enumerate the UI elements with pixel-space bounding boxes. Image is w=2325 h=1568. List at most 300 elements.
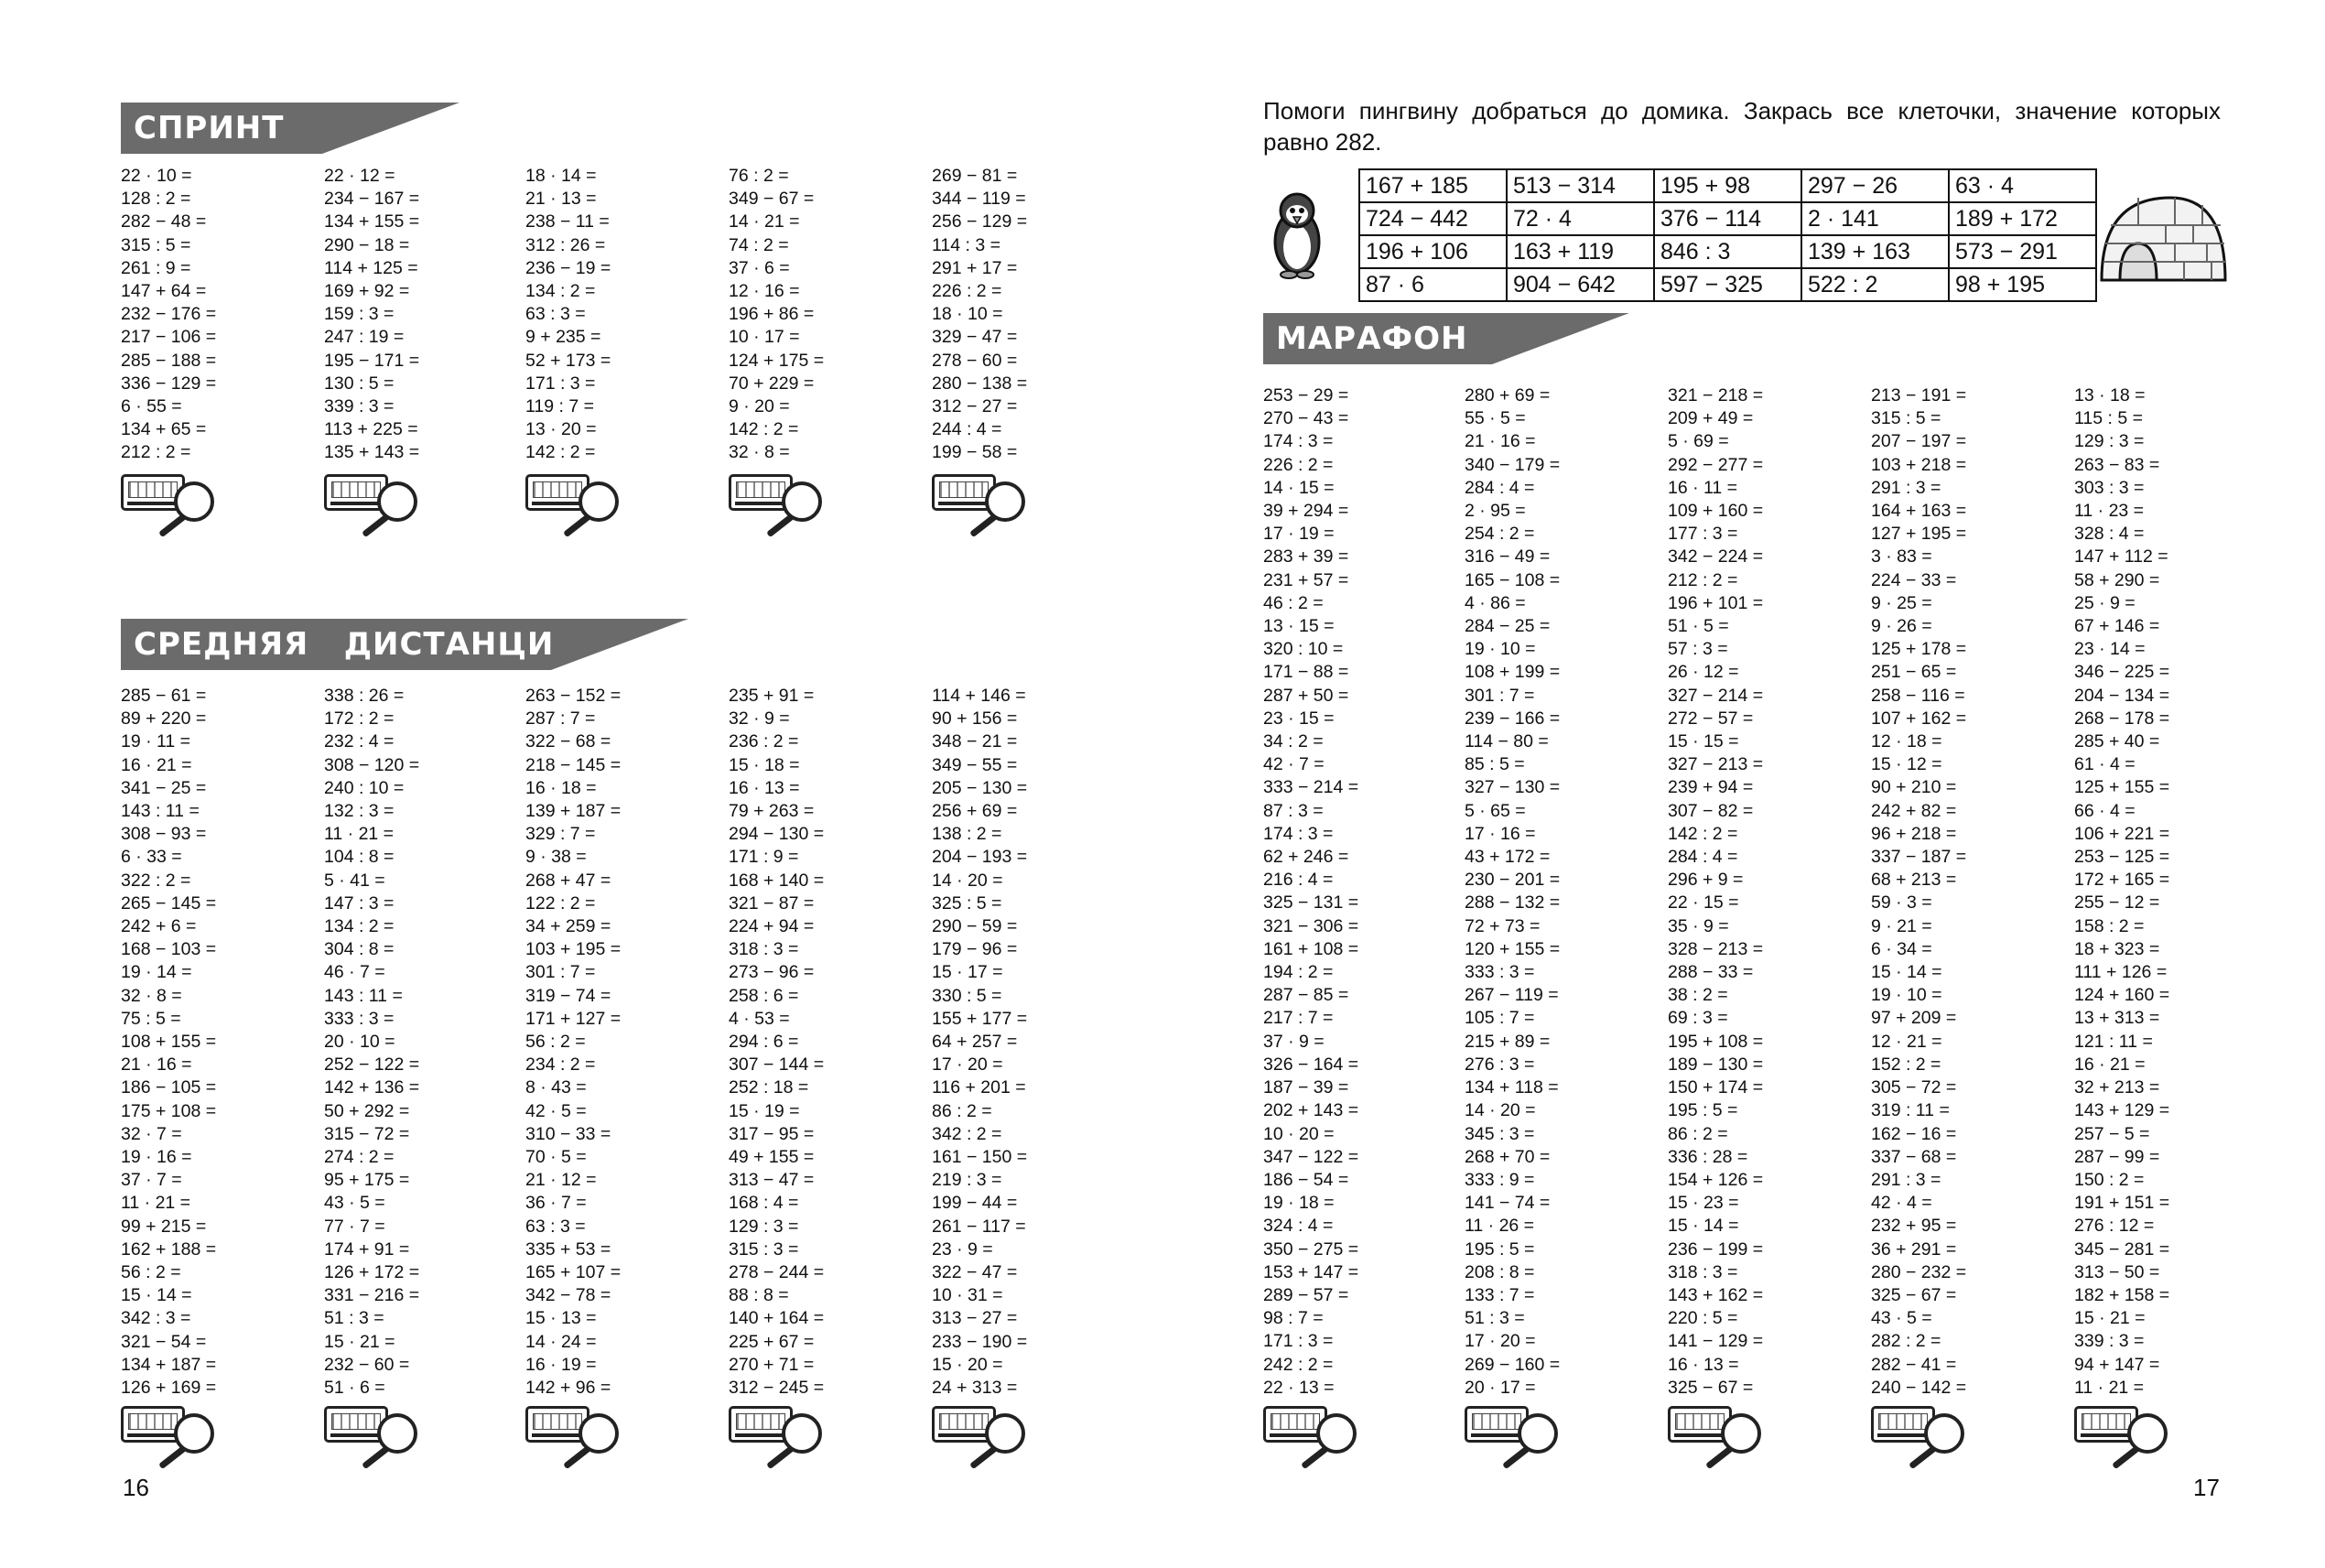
exercise: 120 + 155 = bbox=[1465, 938, 1561, 959]
exercise: 8 · 43 = bbox=[525, 1077, 587, 1098]
exercise: 202 + 143 = bbox=[1263, 1100, 1359, 1121]
exercise: 58 + 290 = bbox=[2074, 569, 2160, 590]
exercise: 109 + 160 = bbox=[1668, 501, 1764, 522]
exercise: 212 : 2 = bbox=[121, 442, 191, 463]
exercise: 344 − 119 = bbox=[932, 189, 1026, 210]
maze-cell[interactable]: 72 · 4 bbox=[1507, 202, 1654, 235]
exercise: 32 · 8 = bbox=[729, 442, 790, 463]
exercise: 94 + 147 = bbox=[2074, 1354, 2160, 1375]
exercise: 174 + 91 = bbox=[324, 1238, 410, 1260]
maze-cell[interactable]: 597 − 325 bbox=[1654, 268, 1801, 301]
exercise: 142 + 136 = bbox=[324, 1077, 420, 1098]
exercise: 204 − 134 = bbox=[2074, 685, 2170, 706]
exercise: 133 : 7 = bbox=[1465, 1284, 1535, 1305]
maze-cell[interactable]: 513 − 314 bbox=[1507, 169, 1654, 202]
exercise: 285 + 40 = bbox=[2074, 731, 2160, 752]
exercise: 331 − 216 = bbox=[324, 1285, 420, 1306]
exercise: 18 · 10 = bbox=[932, 304, 1003, 325]
exercise: 127 + 195 = bbox=[1871, 524, 1967, 545]
exercise: 98 : 7 = bbox=[1263, 1308, 1324, 1329]
exercise: 187 − 39 = bbox=[1263, 1077, 1349, 1098]
exercise: 12 · 18 = bbox=[1871, 731, 1942, 752]
exercise: 308 − 120 = bbox=[324, 754, 420, 775]
exercise: 325 − 67 = bbox=[1668, 1377, 1754, 1398]
exercise: 174 : 3 = bbox=[1263, 431, 1334, 452]
exercise: 59 · 3 = bbox=[1871, 892, 1932, 914]
exercise: 134 + 65 = bbox=[121, 419, 207, 440]
exercise: 232 − 176 = bbox=[121, 304, 217, 325]
exercise: 234 : 2 = bbox=[525, 1054, 596, 1076]
exercise: 154 + 126 = bbox=[1668, 1169, 1764, 1190]
exercise: 270 + 71 = bbox=[729, 1354, 815, 1375]
exercise: 339 : 3 = bbox=[2074, 1331, 2145, 1352]
exercise: 346 − 225 = bbox=[2074, 662, 2170, 683]
exercise: 258 : 6 = bbox=[729, 985, 799, 1006]
exercise: 15 · 21 = bbox=[2074, 1308, 2146, 1329]
calculator-check-icon bbox=[932, 1400, 1051, 1459]
exercise: 89 + 220 = bbox=[121, 708, 207, 730]
calculator-check-icon bbox=[1465, 1400, 1584, 1459]
exercise: 79 + 263 = bbox=[729, 801, 815, 822]
exercise: 108 + 199 = bbox=[1465, 662, 1561, 683]
exercise: 291 : 3 = bbox=[1871, 477, 1941, 498]
exercise: 231 + 57 = bbox=[1263, 569, 1349, 590]
exercise: 296 + 9 = bbox=[1668, 870, 1744, 891]
exercise: 43 · 5 = bbox=[324, 1193, 385, 1214]
exercise: 6 · 34 = bbox=[1871, 938, 1932, 959]
exercise: 327 − 130 = bbox=[1465, 777, 1561, 798]
exercise: 339 : 3 = bbox=[324, 396, 395, 417]
exercise: 14 · 20 = bbox=[1465, 1100, 1536, 1121]
exercise: 86 : 2 = bbox=[932, 1100, 992, 1121]
exercise: 132 : 3 = bbox=[324, 801, 395, 822]
exercise: 347 − 122 = bbox=[1263, 1146, 1359, 1167]
exercise: 21 · 16 = bbox=[1465, 431, 1536, 452]
exercise: 16 · 11 = bbox=[1668, 477, 1738, 498]
exercise: 6 · 33 = bbox=[121, 847, 182, 868]
exercise: 242 + 82 = bbox=[1871, 800, 1957, 821]
exercise: 290 − 18 = bbox=[324, 234, 410, 255]
exercise: 14 · 15 = bbox=[1263, 477, 1335, 498]
exercise: 42 · 4 = bbox=[1871, 1193, 1932, 1214]
exercise: 287 − 85 = bbox=[1263, 985, 1349, 1006]
exercise: 37 · 7 = bbox=[121, 1170, 182, 1191]
exercise: 287 : 7 = bbox=[525, 708, 596, 730]
maze-cell[interactable]: 196 + 106 bbox=[1359, 235, 1507, 268]
exercise: 290 − 59 = bbox=[932, 916, 1018, 937]
exercise: 23 · 9 = bbox=[932, 1238, 993, 1260]
maze-row bbox=[1359, 235, 2096, 268]
exercise: 328 − 213 = bbox=[1668, 938, 1764, 959]
exercise: 236 − 199 = bbox=[1668, 1238, 1764, 1260]
exercise: 325 − 131 = bbox=[1263, 892, 1359, 914]
exercise: 267 − 119 = bbox=[1465, 985, 1559, 1006]
exercise: 141 − 74 = bbox=[1465, 1193, 1551, 1214]
exercise: 134 + 187 = bbox=[121, 1354, 217, 1375]
exercise: 51 · 5 = bbox=[1668, 616, 1729, 637]
exercise: 321 − 54 = bbox=[121, 1331, 207, 1352]
middle-distance-column-2 bbox=[324, 685, 419, 1400]
exercise: 291 : 3 = bbox=[1871, 1169, 1941, 1190]
exercise: 15 · 23 = bbox=[1668, 1193, 1739, 1214]
exercise: 172 + 165 = bbox=[2074, 870, 2170, 891]
maze-cell[interactable]: 98 + 195 bbox=[1949, 268, 2096, 301]
maze-cell[interactable]: 63 · 4 bbox=[1949, 169, 2096, 202]
calculator-check-icon bbox=[121, 1400, 240, 1459]
exercise: 12 · 21 = bbox=[1871, 1031, 1942, 1052]
exercise: 213 − 191 = bbox=[1871, 385, 1967, 406]
sprint-column-5 bbox=[932, 165, 1027, 465]
exercise: 336 : 28 = bbox=[1668, 1146, 1748, 1167]
exercise: 305 − 72 = bbox=[1871, 1077, 1957, 1098]
exercise: 134 : 2 = bbox=[324, 916, 395, 937]
maze-cell[interactable]: 163 + 119 bbox=[1507, 235, 1654, 268]
exercise: 269 − 81 = bbox=[932, 166, 1018, 186]
exercise: 313 − 47 = bbox=[729, 1170, 815, 1191]
exercise: 208 : 8 = bbox=[1465, 1261, 1535, 1282]
exercise: 276 : 3 = bbox=[1465, 1054, 1535, 1075]
exercise: 20 · 17 = bbox=[1465, 1377, 1536, 1398]
exercise: 90 + 156 = bbox=[932, 708, 1018, 730]
exercise: 169 + 92 = bbox=[324, 281, 410, 302]
exercise: 114 + 125 = bbox=[324, 257, 418, 278]
exercise: 11 · 21 = bbox=[2074, 1377, 2145, 1398]
exercise: 171 − 88 = bbox=[1263, 662, 1349, 683]
maze-cell[interactable]: 724 − 442 bbox=[1359, 202, 1507, 235]
exercise: 329 : 7 = bbox=[525, 824, 596, 845]
exercise: 135 + 143 = bbox=[324, 442, 420, 463]
exercise: 195 : 5 = bbox=[1668, 1100, 1738, 1121]
exercise: 252 : 18 = bbox=[729, 1077, 809, 1098]
maze-cell[interactable]: 87 · 6 bbox=[1359, 268, 1507, 301]
exercise: 37 · 9 = bbox=[1263, 1031, 1325, 1052]
exercise: 105 : 7 = bbox=[1465, 1008, 1535, 1029]
exercise: 330 : 5 = bbox=[932, 985, 1002, 1006]
exercise: 312 − 245 = bbox=[729, 1378, 825, 1399]
exercise: 230 − 201 = bbox=[1465, 870, 1561, 891]
exercise: 256 + 69 = bbox=[932, 801, 1018, 822]
calculator-check-icon bbox=[2074, 1400, 2193, 1459]
maze-row bbox=[1359, 268, 2096, 301]
sprint-column-1 bbox=[121, 165, 216, 465]
exercise: 225 + 67 = bbox=[729, 1331, 815, 1352]
exercise: 15 · 15 = bbox=[1668, 731, 1739, 752]
exercise: 143 : 11 = bbox=[324, 985, 403, 1006]
exercise: 126 + 172 = bbox=[324, 1262, 420, 1283]
exercise: 265 − 145 = bbox=[121, 892, 217, 914]
exercise: 9 · 38 = bbox=[525, 847, 587, 868]
exercise: 341 − 25 = bbox=[121, 777, 207, 798]
middle-distance-column-5 bbox=[932, 685, 1027, 1400]
exercise: 165 + 107 = bbox=[525, 1262, 622, 1283]
exercise: 70 · 5 = bbox=[525, 1147, 587, 1168]
exercise: 142 : 2 = bbox=[1668, 823, 1738, 844]
exercise: 56 : 2 = bbox=[525, 1032, 586, 1053]
maze-cell[interactable]: 167 + 185 bbox=[1359, 169, 1507, 202]
exercise: 321 − 306 = bbox=[1263, 915, 1359, 936]
exercise: 46 : 2 = bbox=[1263, 592, 1324, 613]
exercise: 18 + 323 = bbox=[2074, 938, 2160, 959]
exercise: 325 − 67 = bbox=[1871, 1284, 1957, 1305]
exercise: 232 : 4 = bbox=[324, 731, 395, 752]
exercise: 273 − 96 = bbox=[729, 962, 815, 983]
maze-row bbox=[1359, 202, 2096, 235]
exercise: 205 − 130 = bbox=[932, 777, 1028, 798]
exercise: 219 : 3 = bbox=[932, 1170, 1002, 1191]
exercise: 88 : 8 = bbox=[729, 1285, 789, 1306]
maze-cell[interactable]: 195 + 98 bbox=[1654, 169, 1801, 202]
exercise: 287 + 50 = bbox=[1263, 685, 1349, 706]
exercise: 13 · 15 = bbox=[1263, 616, 1335, 637]
exercise: 57 : 3 = bbox=[1668, 639, 1728, 660]
sprint-column-2 bbox=[324, 165, 419, 465]
exercise: 312 : 26 = bbox=[525, 234, 606, 255]
exercise: 233 − 190 = bbox=[932, 1331, 1028, 1352]
calculator-check-icon bbox=[324, 469, 443, 527]
exercise: 310 − 33 = bbox=[525, 1123, 611, 1144]
exercise: 315 : 5 = bbox=[121, 234, 191, 255]
exercise: 218 − 145 = bbox=[525, 754, 622, 775]
exercise: 4 · 86 = bbox=[1465, 592, 1526, 613]
exercise: 34 : 2 = bbox=[1263, 731, 1324, 752]
exercise: 16 · 21 = bbox=[2074, 1054, 2146, 1075]
exercise: 9 + 235 = bbox=[525, 327, 601, 348]
exercise: 22 · 10 = bbox=[121, 166, 192, 186]
exercise: 252 − 122 = bbox=[324, 1054, 420, 1076]
exercise: 67 + 146 = bbox=[2074, 616, 2160, 637]
exercise: 224 + 94 = bbox=[729, 916, 815, 937]
exercise: 194 : 2 = bbox=[1263, 962, 1334, 983]
exercise: 321 − 218 = bbox=[1668, 385, 1764, 406]
exercise: 236 : 2 = bbox=[729, 731, 799, 752]
exercise: 52 + 173 = bbox=[525, 350, 611, 371]
exercise: 111 + 126 = bbox=[2074, 962, 2168, 983]
exercise: 282 : 2 = bbox=[1871, 1331, 1941, 1352]
exercise: 235 + 91 = bbox=[729, 686, 815, 706]
exercise: 15 · 13 = bbox=[525, 1308, 597, 1329]
exercise: 113 + 225 = bbox=[324, 419, 418, 440]
exercise: 142 + 96 = bbox=[525, 1378, 611, 1399]
exercise: 312 − 27 = bbox=[932, 396, 1018, 417]
marathon-column-2 bbox=[1465, 384, 1560, 1400]
maze-cell[interactable]: 297 − 26 bbox=[1801, 169, 1949, 202]
exercise: 280 − 232 = bbox=[1871, 1261, 1967, 1282]
exercise: 186 − 54 = bbox=[1263, 1169, 1349, 1190]
exercise: 276 : 12 = bbox=[2074, 1216, 2155, 1237]
exercise: 327 − 214 = bbox=[1668, 685, 1764, 706]
exercise: 261 : 9 = bbox=[121, 257, 191, 278]
exercise: 303 : 3 = bbox=[2074, 477, 2145, 498]
exercise: 70 + 229 = bbox=[729, 373, 815, 394]
exercise: 242 : 2 = bbox=[1263, 1354, 1334, 1375]
exercise: 9 · 25 = bbox=[1871, 592, 1932, 613]
exercise: 19 · 16 = bbox=[121, 1147, 192, 1168]
exercise: 253 − 125 = bbox=[2074, 847, 2170, 868]
exercise: 196 + 86 = bbox=[729, 304, 815, 325]
left-page bbox=[0, 0, 1162, 1568]
maze-cell[interactable]: 846 : 3 bbox=[1654, 235, 1801, 268]
exercise: 316 − 49 = bbox=[1465, 546, 1551, 568]
exercise: 350 − 275 = bbox=[1263, 1238, 1359, 1260]
exercise: 103 + 218 = bbox=[1871, 454, 1967, 475]
exercise: 254 : 2 = bbox=[1465, 524, 1535, 545]
sprint-title: СПРИНТ bbox=[121, 103, 322, 154]
exercise: 199 − 58 = bbox=[932, 442, 1018, 463]
calculator-check-icon bbox=[525, 1400, 644, 1459]
exercise: 134 : 2 = bbox=[525, 281, 596, 302]
sprint-column-4 bbox=[729, 165, 824, 465]
sprint-column-3 bbox=[525, 165, 611, 465]
exercise: 124 + 175 = bbox=[729, 350, 825, 371]
exercise: 333 : 3 = bbox=[324, 1008, 395, 1029]
exercise: 13 · 18 = bbox=[2074, 385, 2146, 406]
exercise: 19 · 10 = bbox=[1871, 985, 1942, 1006]
maze-cell[interactable]: 189 + 172 bbox=[1949, 202, 2096, 235]
exercise: 108 + 155 = bbox=[121, 1032, 217, 1053]
exercise: 19 · 14 = bbox=[121, 962, 192, 983]
exercise: 175 + 108 = bbox=[121, 1100, 217, 1121]
exercise: 327 − 213 = bbox=[1668, 754, 1764, 775]
exercise: 284 : 4 = bbox=[1668, 847, 1738, 868]
exercise: 119 : 7 = bbox=[525, 396, 594, 417]
maze-cell[interactable]: 139 + 163 bbox=[1801, 235, 1949, 268]
exercise: 320 : 10 = bbox=[1263, 639, 1344, 660]
exercise: 16 · 21 = bbox=[121, 754, 192, 775]
exercise: 162 + 188 = bbox=[121, 1238, 217, 1260]
exercise: 10 · 17 = bbox=[729, 327, 800, 348]
exercise: 280 − 138 = bbox=[932, 373, 1028, 394]
exercise: 325 : 5 = bbox=[932, 892, 1002, 914]
exercise: 335 + 53 = bbox=[525, 1238, 611, 1260]
exercise: 26 · 12 = bbox=[1668, 662, 1739, 683]
exercise: 15 · 20 = bbox=[932, 1354, 1003, 1375]
exercise: 153 + 147 = bbox=[1263, 1261, 1359, 1282]
exercise: 114 + 146 = bbox=[932, 686, 1026, 706]
exercise: 270 − 43 = bbox=[1263, 408, 1349, 429]
calculator-check-icon bbox=[324, 1400, 443, 1459]
exercise: 326 − 164 = bbox=[1263, 1054, 1359, 1075]
exercise: 182 + 158 = bbox=[2074, 1284, 2170, 1305]
exercise: 195 : 5 = bbox=[1465, 1238, 1535, 1260]
page-number-right: 17 bbox=[2193, 1474, 2220, 1501]
exercise: 174 : 3 = bbox=[1263, 823, 1334, 844]
exercise: 74 : 2 = bbox=[729, 234, 789, 255]
exercise: 63 : 3 = bbox=[525, 304, 586, 325]
exercise: 125 + 178 = bbox=[1871, 639, 1967, 660]
exercise: 236 − 19 = bbox=[525, 257, 611, 278]
exercise: 15 · 18 = bbox=[729, 754, 800, 775]
exercise: 25 · 9 = bbox=[2074, 592, 2136, 613]
marathon-title: МАРАФОН bbox=[1263, 313, 1492, 364]
exercise: 171 : 3 = bbox=[525, 373, 596, 394]
exercise: 5 · 41 = bbox=[324, 870, 385, 891]
exercise: 220 : 5 = bbox=[1668, 1308, 1738, 1329]
exercise: 134 + 155 = bbox=[324, 211, 420, 232]
exercise: 20 · 10 = bbox=[324, 1032, 395, 1053]
exercise: 38 : 2 = bbox=[1668, 985, 1728, 1006]
exercise: 171 : 9 = bbox=[729, 847, 799, 868]
maze-cell[interactable]: 376 − 114 bbox=[1654, 202, 1801, 235]
exercise: 158 : 2 = bbox=[2074, 915, 2145, 936]
marathon-column-5 bbox=[2074, 384, 2169, 1400]
exercise: 97 + 209 = bbox=[1871, 1008, 1957, 1029]
maze-cell[interactable]: 904 − 642 bbox=[1507, 268, 1654, 301]
exercise: 292 − 277 = bbox=[1668, 454, 1764, 475]
exercise: 282 − 41 = bbox=[1871, 1354, 1957, 1375]
exercise: 232 + 95 = bbox=[1871, 1216, 1957, 1237]
exercise: 13 · 20 = bbox=[525, 419, 597, 440]
exercise: 12 · 16 = bbox=[729, 281, 800, 302]
exercise: 121 : 11 = bbox=[2074, 1031, 2153, 1052]
exercise: 256 − 129 = bbox=[932, 211, 1028, 232]
exercise: 322 − 47 = bbox=[932, 1262, 1018, 1283]
exercise: 72 + 73 = bbox=[1465, 915, 1541, 936]
penguin-illustration bbox=[1265, 189, 1329, 280]
exercise: 43 · 5 = bbox=[1871, 1308, 1932, 1329]
exercise: 204 − 193 = bbox=[932, 847, 1028, 868]
exercise: 240 − 142 = bbox=[1871, 1377, 1967, 1398]
exercise: 49 + 155 = bbox=[729, 1147, 815, 1168]
exercise: 247 : 19 = bbox=[324, 327, 405, 348]
exercise: 238 − 11 = bbox=[525, 211, 610, 232]
exercise: 46 · 7 = bbox=[324, 962, 385, 983]
exercise: 22 · 13 = bbox=[1263, 1377, 1335, 1398]
exercise: 9 · 26 = bbox=[1871, 616, 1932, 637]
exercise: 224 − 33 = bbox=[1871, 569, 1957, 590]
exercise: 14 · 24 = bbox=[525, 1331, 597, 1352]
exercise: 104 : 8 = bbox=[324, 847, 395, 868]
exercise: 215 + 89 = bbox=[1465, 1031, 1551, 1052]
middle-distance-column-1 bbox=[121, 685, 216, 1400]
exercise: 291 + 17 = bbox=[932, 257, 1018, 278]
exercise: 150 : 2 = bbox=[2074, 1169, 2145, 1190]
exercise: 168 : 4 = bbox=[729, 1193, 799, 1214]
exercise: 268 + 47 = bbox=[525, 870, 611, 891]
maze-cell[interactable]: 522 : 2 bbox=[1801, 268, 1949, 301]
exercise: 288 − 33 = bbox=[1668, 962, 1754, 983]
exercise: 5 · 65 = bbox=[1465, 800, 1526, 821]
exercise: 32 + 213 = bbox=[2074, 1077, 2160, 1098]
igloo-illustration bbox=[2083, 189, 2230, 289]
exercise: 177 : 3 = bbox=[1668, 524, 1738, 545]
exercise: 280 + 69 = bbox=[1465, 385, 1551, 406]
exercise: 134 + 118 = bbox=[1465, 1077, 1559, 1098]
exercise: 336 − 129 = bbox=[121, 373, 217, 394]
exercise: 161 + 108 = bbox=[1263, 938, 1359, 959]
exercise: 34 + 259 = bbox=[525, 916, 611, 937]
exercise: 289 − 57 = bbox=[1263, 1284, 1349, 1305]
maze-cell[interactable]: 2 · 141 bbox=[1801, 202, 1949, 235]
exercise: 319 : 11 = bbox=[1871, 1100, 1950, 1121]
exercise: 171 + 127 = bbox=[525, 1008, 622, 1029]
exercise: 304 : 8 = bbox=[324, 939, 395, 960]
exercise: 284 − 25 = bbox=[1465, 616, 1551, 637]
exercise: 24 + 313 = bbox=[932, 1378, 1018, 1399]
exercise: 318 : 3 = bbox=[1668, 1261, 1738, 1282]
exercise: 68 + 213 = bbox=[1871, 870, 1957, 891]
exercise: 319 − 74 = bbox=[525, 985, 611, 1006]
exercise: 42 · 5 = bbox=[525, 1100, 587, 1121]
exercise: 99 + 215 = bbox=[121, 1216, 207, 1237]
marathon-column-4 bbox=[1871, 384, 1966, 1400]
maze-cell[interactable]: 573 − 291 bbox=[1949, 235, 2096, 268]
exercise: 307 − 82 = bbox=[1668, 800, 1754, 821]
exercise: 307 − 144 = bbox=[729, 1054, 825, 1076]
exercise: 37 · 6 = bbox=[729, 257, 790, 278]
exercise: 263 − 152 = bbox=[525, 686, 622, 706]
exercise: 16 · 13 = bbox=[729, 777, 800, 798]
exercise: 313 − 50 = bbox=[2074, 1261, 2160, 1282]
